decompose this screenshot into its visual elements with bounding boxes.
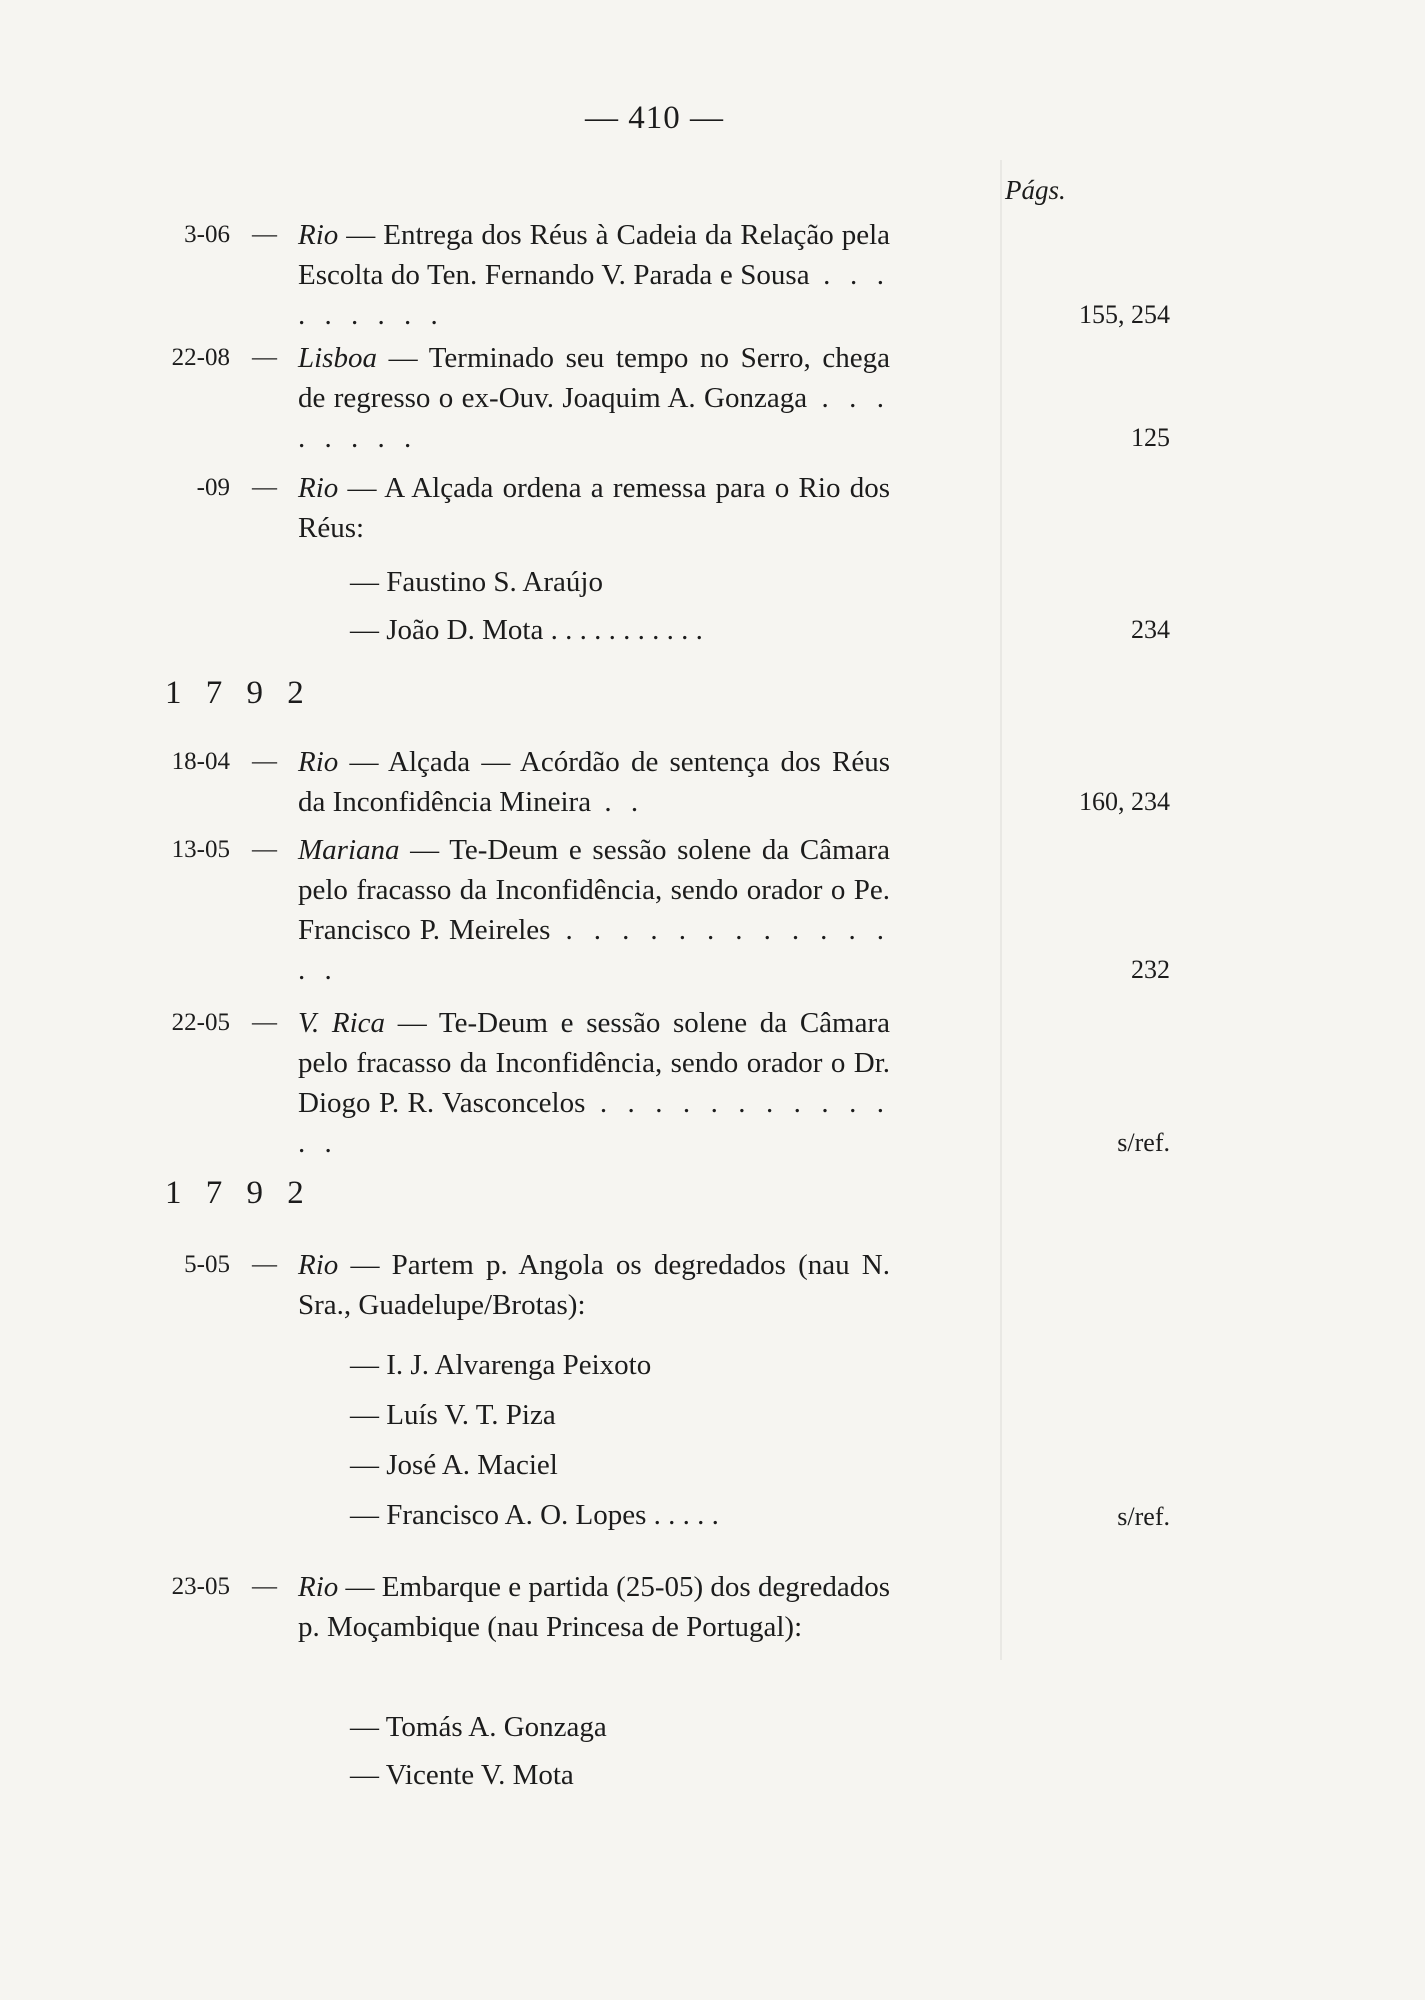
entry-text: [298, 830, 890, 990]
dash: —: [252, 748, 277, 775]
dash: —: [252, 1251, 277, 1278]
entry-pages: 155, 254: [1079, 300, 1170, 329]
dash: —: [252, 221, 277, 248]
entry-place: V. Rica: [298, 1007, 386, 1039]
entry-place: Rio: [298, 472, 339, 504]
entry-date: 18-04: [171, 748, 230, 775]
entry-description: — Partem p. Angola os degredados (nau N. Sra., Guadelupe/Brotas):: [298, 1249, 890, 1321]
leader-dots: . . . . . . . . . . . . . .: [298, 914, 891, 986]
entry-place: Rio: [298, 219, 339, 251]
list-item: — Tomás A. Gonzaga: [350, 1711, 607, 1743]
list-item: — Faustino S. Araújo: [350, 566, 603, 598]
entry-date: 3-06: [184, 221, 230, 248]
entry-pages: 232: [1131, 955, 1170, 984]
entry-date: 23-05: [171, 1573, 230, 1600]
list-item: — I. J. Alvarenga Peixoto: [350, 1349, 652, 1381]
entry-text: [298, 742, 890, 822]
leader-dots: . . . . . . . .: [298, 382, 891, 454]
entry-description: — Te-Deum e sessão solene da Câmara pelo fracasso da Inconfidência, sendo orador o Dr. Diogo P. R. Vasconcelos: [298, 1007, 891, 1119]
entry-pages: 234: [1131, 615, 1170, 644]
entry-description: — Embarque e partida (25-05) dos degredados p. Moçambique (nau Princesa de Portugal):: [298, 1571, 890, 1643]
entry-text: [298, 1567, 890, 1647]
year-heading: 1 7 9 2: [165, 675, 312, 711]
entry-text: [298, 1003, 890, 1163]
entry-text: [298, 215, 890, 335]
entry-pages: s/ref.: [1117, 1502, 1170, 1531]
entry-description: — A Alçada ordena a remessa para o Rio dos Réus:: [298, 472, 890, 544]
page-number: — 410 —: [585, 100, 724, 136]
year-heading: 1 7 9 2: [165, 1175, 312, 1211]
leader-dots: . . . . . . . . .: [298, 259, 891, 331]
list-item: — João D. Mota . . . . . . . . . . .: [350, 614, 703, 646]
leader-dots: . .: [591, 786, 645, 818]
entry-description: — Te-Deum e sessão solene da Câmara pelo fracasso da Inconfidência, sendo orador o Pe. Francisco P. Meireles: [298, 834, 890, 946]
list-item: — Francisco A. O. Lopes . . . . .: [350, 1499, 719, 1531]
list-item: — Luís V. T. Piza: [350, 1399, 556, 1431]
entry-date: 22-08: [171, 344, 230, 371]
entry-place: Rio: [298, 1249, 339, 1281]
dash: —: [252, 474, 277, 501]
dash: —: [252, 836, 277, 863]
dash: —: [252, 344, 277, 371]
entry-text: [298, 338, 890, 458]
dash: —: [252, 1009, 277, 1036]
entry-date: -09: [196, 474, 230, 501]
entry-date: 22-05: [171, 1009, 230, 1036]
entry-description: — Entrega dos Réus à Cadeia da Relação pela Escolta do Ten. Fernando V. Parada e Sousa: [298, 219, 890, 291]
entry-date: 5-05: [184, 1251, 230, 1278]
entry-place: Lisboa: [298, 342, 377, 374]
entry-place: Mariana: [298, 834, 400, 866]
entry-description: — Terminado seu tempo no Serro, chega de regresso o ex-Ouv. Joaquim A. Gonzaga: [298, 342, 890, 414]
entry-date: 13-05: [171, 836, 230, 863]
entry-pages: s/ref.: [1117, 1128, 1170, 1157]
list-item: — Vicente V. Mota: [350, 1759, 574, 1791]
entry-text: [298, 1245, 890, 1325]
leader-dots: . . . . . . . . . . . . .: [298, 1087, 891, 1159]
bleed-through-shadow: [1000, 160, 1192, 1660]
entry-place: Rio: [298, 746, 339, 778]
entry-description: — Alçada — Acórdão de sentença dos Réus da Inconfidência Mineira: [298, 746, 890, 818]
dash: —: [252, 1573, 277, 1600]
list-item: — José A. Maciel: [350, 1449, 558, 1481]
pages-column-header: Págs.: [1005, 175, 1066, 205]
entry-place: Rio: [298, 1571, 339, 1603]
entry-pages: 160, 234: [1079, 787, 1170, 816]
entry-pages: 125: [1131, 423, 1170, 452]
entry-text: [298, 468, 890, 548]
